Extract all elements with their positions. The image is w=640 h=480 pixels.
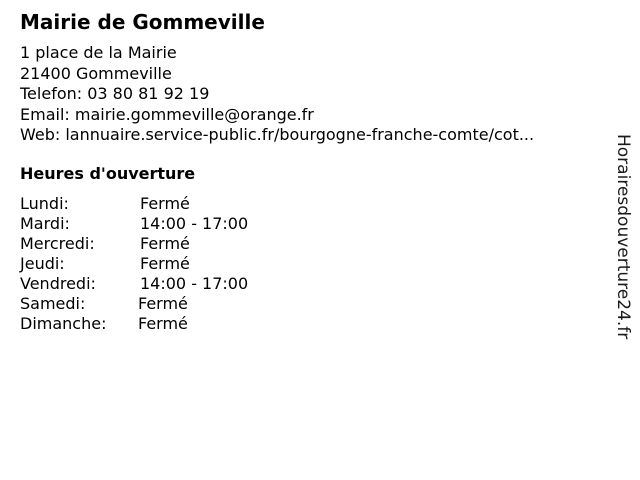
- day-label: Mardi:: [20, 214, 70, 233]
- website-link[interactable]: Web: lannuaire.service-public.fr/bourgogne-franche-comte/cot...: [20, 125, 535, 144]
- day-label: Mercredi:: [20, 234, 95, 253]
- hours-value: Fermé: [138, 294, 188, 313]
- phone-number: Telefon: 03 80 81 92 19: [20, 84, 210, 103]
- day-label: Dimanche:: [20, 314, 107, 333]
- hours-value: 14:00 - 17:00: [140, 274, 249, 293]
- email-address: Email: mairie.gommeville@orange.fr: [20, 104, 314, 124]
- hours-value: Fermé: [140, 194, 190, 213]
- page-title: Mairie de Gommeville: [20, 10, 265, 34]
- hours-value: Fermé: [138, 314, 188, 333]
- day-label: Samedi:: [20, 294, 86, 313]
- opening-hours-heading: Heures d'ouverture: [20, 164, 196, 183]
- site-watermark: Horairesdouverture24.fr: [613, 134, 633, 340]
- hours-value: 14:00 - 17:00: [140, 214, 249, 233]
- hours-value: Fermé: [140, 254, 190, 273]
- hours-value: Fermé: [140, 234, 190, 253]
- address-line-city: 21400 Gommeville: [20, 63, 172, 83]
- day-label: Jeudi:: [20, 254, 65, 273]
- day-label: Vendredi:: [20, 274, 96, 293]
- contact-block: [20, 43, 534, 146]
- address-line-street: 1 place de la Mairie: [20, 43, 177, 62]
- day-label: Lundi:: [20, 194, 69, 213]
